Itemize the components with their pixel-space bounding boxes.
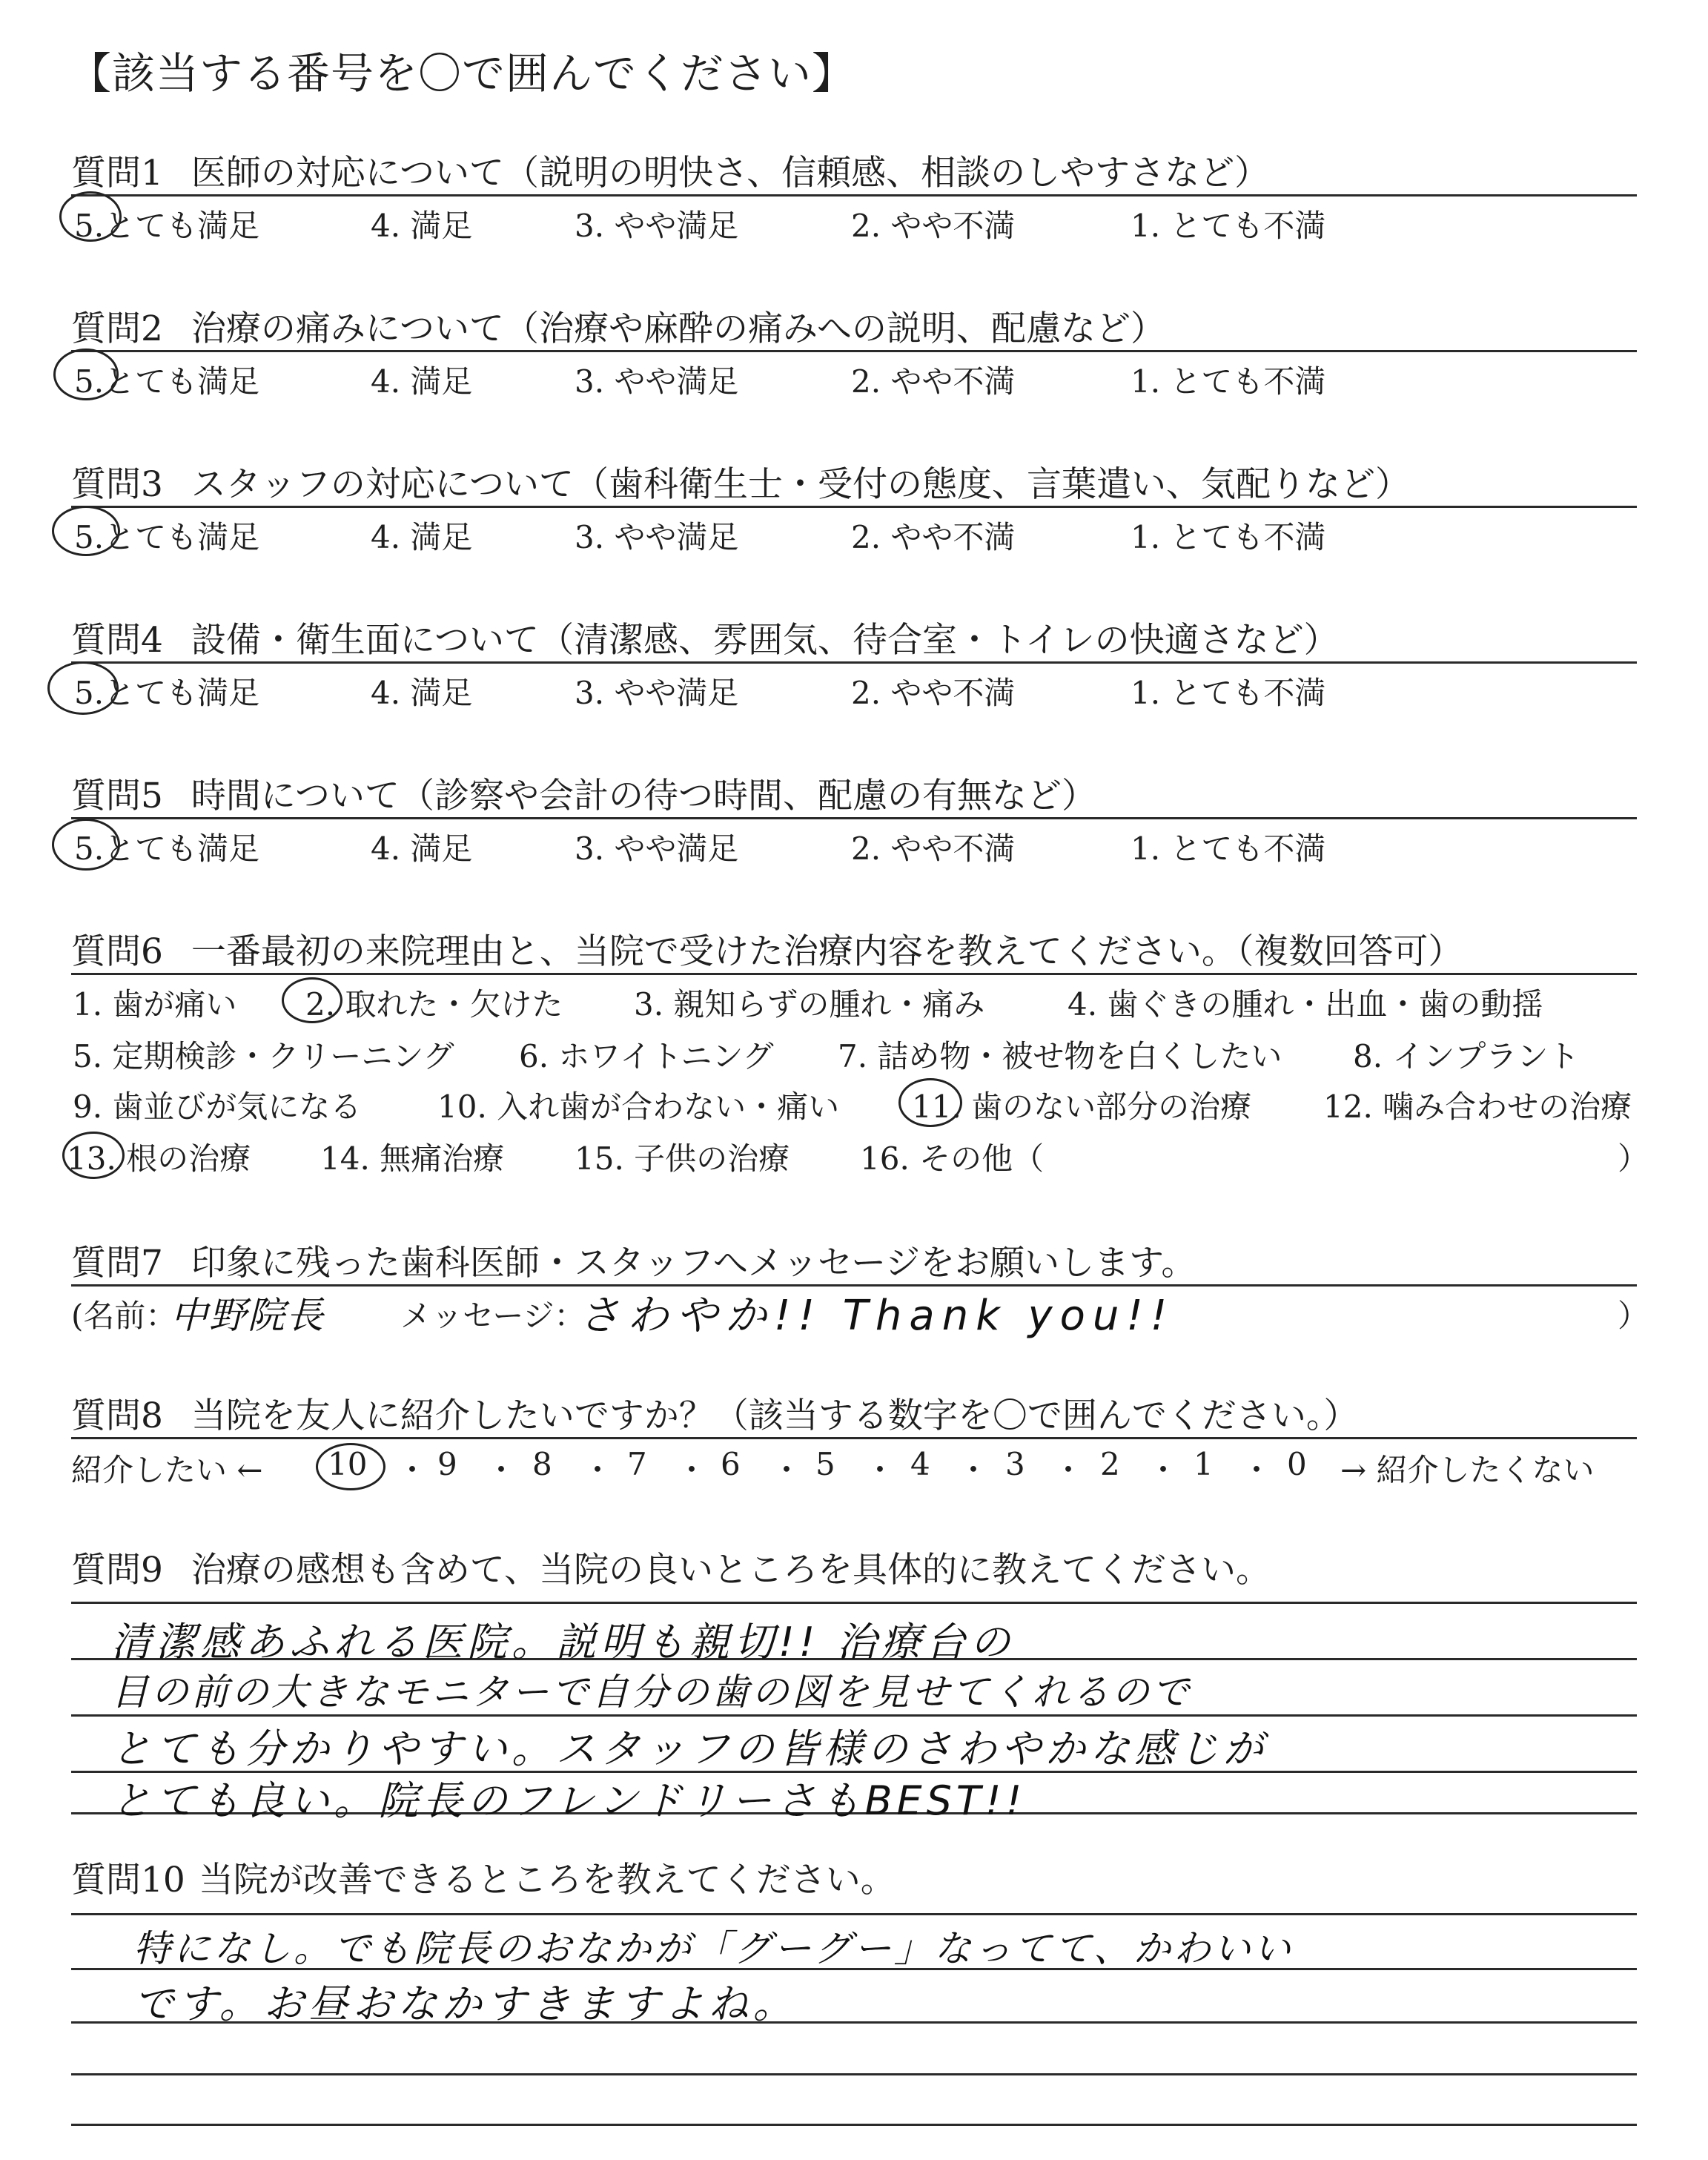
selection-circle <box>47 661 119 715</box>
q7-name-label: (名前： <box>71 1298 177 1334</box>
question-5 <box>71 768 1096 818</box>
page-title: 【該当する番号を〇で囲んでください】 <box>68 48 856 99</box>
q6-option-12[interactable]: 12. 噛み合わせの治療 <box>1323 1089 1632 1125</box>
scale-dot: ・ <box>864 1452 896 1488</box>
question-7-text: 印象に残った歯科医師・スタッフへメッセージをお願いします。 <box>191 1243 1196 1284</box>
q8-scale-4[interactable]: 4 <box>910 1446 930 1482</box>
scale-dot: ・ <box>582 1452 614 1488</box>
q3-option-1[interactable]: 1. とても不満 <box>1131 519 1326 555</box>
q2-option-1[interactable]: 1. とても不満 <box>1131 363 1326 400</box>
question-4-text: 設備・衛生面について（清潔感、雰囲気、待合室・トイレの快適さなど） <box>191 620 1339 661</box>
divider <box>71 973 1637 975</box>
q8-scale-5[interactable]: 5 <box>815 1446 835 1482</box>
question-8-text: 当院を友人に紹介したいですか？（該当する数字を〇で囲んでください。） <box>191 1396 1359 1436</box>
q8-left-label: 紹介したい ← <box>71 1452 263 1488</box>
q10-answer-line-2[interactable]: です。お昼おなかすきますよね。 <box>133 1981 798 2027</box>
selection-circle <box>59 191 122 242</box>
q7-close-paren: ） <box>1618 1298 1649 1334</box>
answer-line <box>71 2073 1637 2075</box>
q6-option-16[interactable]: 16. その他（ <box>860 1140 1045 1177</box>
q8-scale-8[interactable]: 8 <box>532 1446 552 1482</box>
q9-answer-line-4[interactable]: とても良い。院長のフレンドリーさもBEST!! <box>111 1777 1027 1824</box>
scale-dot: ・ <box>1241 1452 1273 1488</box>
q2-option-5[interactable]: 5.とても満足 <box>74 363 260 400</box>
q6-option-10[interactable]: 10. 入れ歯が合わない・痛い <box>437 1089 840 1125</box>
question-6-label: 質問6 <box>71 931 163 972</box>
q1-option-1[interactable]: 1. とても不満 <box>1131 208 1326 244</box>
selection-circle <box>53 349 119 400</box>
answer-line <box>71 1913 1637 1915</box>
q9-answer-line-1[interactable]: 清潔感あふれる医院。説明も親切!! 治療台の <box>111 1619 1015 1665</box>
q7-name-value[interactable]: 中野院長 <box>171 1294 325 1337</box>
q7-message-value[interactable]: さわやか!! Thank you!! <box>578 1292 1175 1340</box>
scale-dot: ・ <box>771 1452 803 1488</box>
question-4-label: 質問4 <box>71 620 163 661</box>
scale-dot: ・ <box>676 1452 708 1488</box>
divider <box>71 817 1637 819</box>
divider <box>71 506 1637 508</box>
q1-option-2[interactable]: 2. やや不満 <box>851 208 1016 244</box>
question-6-text: 一番最初の来院理由と、当院で受けた治療内容を教えてください。（複数回答可） <box>191 931 1463 972</box>
question-9-label: 質問9 <box>71 1550 163 1591</box>
q6-option-11[interactable]: 11. 歯のない部分の治療 <box>912 1089 1252 1125</box>
question-9 <box>71 1542 1271 1592</box>
q2-option-3[interactable]: 3. やや満足 <box>575 363 739 400</box>
selection-circle <box>52 819 120 871</box>
q3-option-3[interactable]: 3. やや満足 <box>575 519 739 555</box>
question-10 <box>71 1852 896 1902</box>
q8-scale-10[interactable]: 10 <box>328 1446 368 1482</box>
q6-close-paren: ） <box>1618 1140 1649 1177</box>
q6-option-7[interactable]: 7. 詰め物・被せ物を白くしたい <box>838 1038 1282 1074</box>
q9-answer-line-2[interactable]: 目の前の大きなモニターで自分の歯の図を見せてくれるので <box>111 1671 1192 1714</box>
q6-option-9[interactable]: 9. 歯並びが気になる <box>73 1089 362 1125</box>
question-3-text: スタッフの対応について（歯科衛生士・受付の態度、言葉遣い、気配りなど） <box>191 464 1410 505</box>
q3-option-4[interactable]: 4. 満足 <box>371 519 473 555</box>
question-8-label: 質問8 <box>71 1396 163 1436</box>
scale-dot: ・ <box>1148 1452 1179 1488</box>
q6-option-3[interactable]: 3. 親知らずの腫れ・痛み <box>634 986 985 1023</box>
q8-scale-7[interactable]: 7 <box>627 1446 647 1482</box>
q8-scale-1[interactable]: 1 <box>1194 1446 1214 1482</box>
q4-option-4[interactable]: 4. 満足 <box>371 675 473 711</box>
q8-scale-6[interactable]: 6 <box>721 1446 741 1482</box>
question-2 <box>71 301 1165 351</box>
q1-option-5[interactable]: 5.とても満足 <box>74 208 260 244</box>
q5-option-3[interactable]: 3. やや満足 <box>575 830 739 867</box>
q4-option-1[interactable]: 1. とても不満 <box>1131 675 1326 711</box>
divider <box>71 1437 1637 1439</box>
q2-option-2[interactable]: 2. やや不満 <box>851 363 1016 400</box>
q6-option-2[interactable]: 2. 取れた・欠けた <box>305 986 563 1023</box>
selection-circle <box>62 1132 125 1179</box>
answer-line <box>71 2124 1637 2126</box>
q8-scale-0[interactable]: 0 <box>1287 1446 1307 1482</box>
question-10-text: 当院が改善できるところを教えてください。 <box>198 1860 896 1900</box>
q1-option-4[interactable]: 4. 満足 <box>371 208 473 244</box>
q6-option-4[interactable]: 4. 歯ぐきの腫れ・出血・歯の動揺 <box>1068 986 1543 1023</box>
scale-dot: ・ <box>958 1452 990 1488</box>
q6-option-14[interactable]: 14. 無痛治療 <box>320 1140 505 1177</box>
q6-option-15[interactable]: 15. 子供の治療 <box>575 1140 790 1177</box>
q8-scale-3[interactable]: 3 <box>1005 1446 1025 1482</box>
question-1-label: 質問1 <box>71 153 163 194</box>
q5-option-5[interactable]: 5.とても満足 <box>74 830 260 867</box>
question-8 <box>71 1388 1358 1438</box>
q9-answer-line-3[interactable]: とても分かりやすい。スタッフの皆様のさわやかな感じが <box>111 1725 1268 1772</box>
q6-option-6[interactable]: 6. ホワイトニング <box>519 1038 774 1074</box>
q3-option-2[interactable]: 2. やや不満 <box>851 519 1016 555</box>
q6-option-5[interactable]: 5. 定期検診・クリーニング <box>73 1038 454 1074</box>
q4-option-3[interactable]: 3. やや満足 <box>575 675 739 711</box>
question-5-text: 時間について（診察や会計の待つ時間、配慮の有無など） <box>191 776 1096 816</box>
question-5-label: 質問5 <box>71 776 163 816</box>
q1-option-3[interactable]: 3. やや満足 <box>575 208 739 244</box>
q6-option-13[interactable]: 13. 根の治療 <box>67 1140 251 1177</box>
question-9-text: 治療の感想も含めて、当院の良いところを具体的に教えてください。 <box>191 1550 1271 1591</box>
selection-circle <box>898 1078 962 1127</box>
scale-dot: ・ <box>486 1452 517 1488</box>
question-2-label: 質問2 <box>71 308 163 349</box>
divider <box>71 194 1637 196</box>
answer-line <box>71 1602 1637 1604</box>
question-6 <box>71 924 1463 974</box>
q5-option-4[interactable]: 4. 満足 <box>371 830 473 867</box>
selection-circle <box>52 506 120 556</box>
question-1 <box>71 145 1269 195</box>
q2-option-4[interactable]: 4. 満足 <box>371 363 473 400</box>
question-1-text: 医師の対応について（説明の明快さ、信頼感、相談のしやすさなど） <box>191 153 1270 194</box>
selection-circle <box>282 977 342 1023</box>
q8-scale-2[interactable]: 2 <box>1100 1446 1120 1482</box>
q8-scale-9[interactable]: 9 <box>437 1446 457 1482</box>
q4-option-5[interactable]: 5.とても満足 <box>74 675 260 711</box>
question-4 <box>71 612 1339 662</box>
q3-option-5[interactable]: 5.とても満足 <box>74 519 260 555</box>
q5-option-2[interactable]: 2. やや不満 <box>851 830 1016 867</box>
question-7-label: 質問7 <box>71 1243 163 1284</box>
q7-message-label: メッセージ： <box>400 1298 586 1334</box>
q8-right-label: → 紹介したくない <box>1340 1452 1595 1488</box>
divider <box>71 661 1637 664</box>
q5-option-1[interactable]: 1. とても不満 <box>1131 830 1326 867</box>
q10-answer-line-1[interactable]: 特になし。でも院長のおなかが「グーグー」なってて、かわいい <box>133 1927 1294 1970</box>
question-10-label: 質問10 <box>71 1860 185 1900</box>
q6-option-1[interactable]: 1. 歯が痛い <box>73 986 237 1023</box>
q6-option-8[interactable]: 8. インプラント <box>1353 1038 1580 1074</box>
scale-dot: ・ <box>1053 1452 1085 1488</box>
question-7 <box>71 1235 1196 1285</box>
scale-dot: ・ <box>397 1452 428 1488</box>
question-2-text: 治療の痛みについて（治療や麻酔の痛みへの説明、配慮など） <box>191 308 1166 349</box>
q4-option-2[interactable]: 2. やや不満 <box>851 675 1016 711</box>
selection-circle <box>316 1443 385 1490</box>
question-3 <box>71 457 1410 506</box>
divider <box>71 350 1637 352</box>
question-3-label: 質問3 <box>71 464 163 505</box>
